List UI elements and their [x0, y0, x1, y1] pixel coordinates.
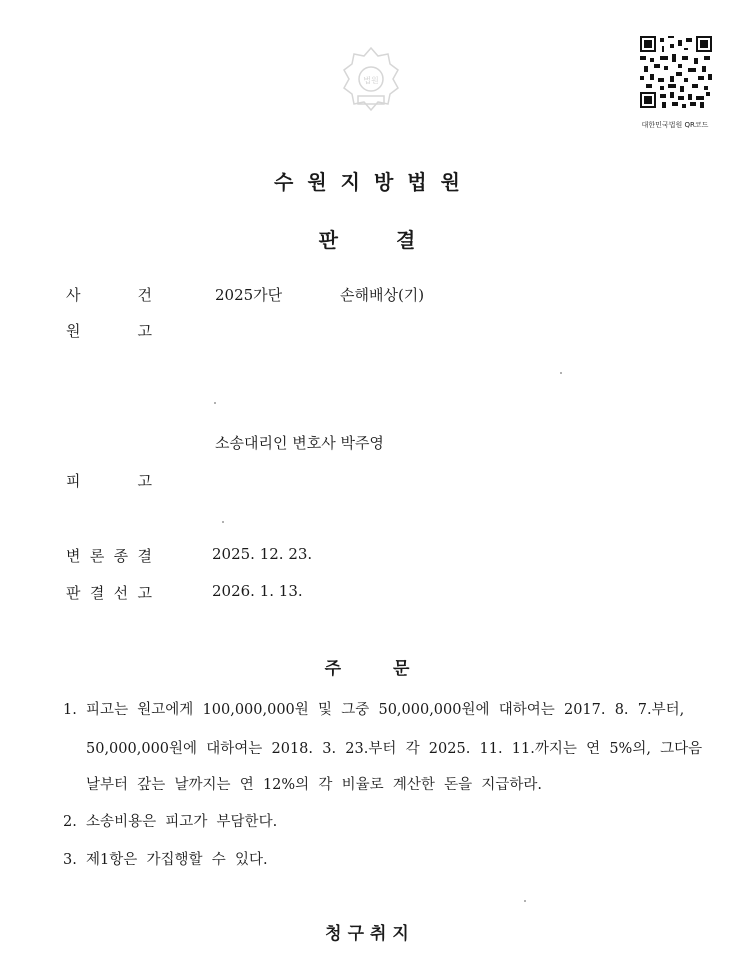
order-item-1-line-3: 날부터 갚는 날까지는 연 12%의 각 비율로 계산한 돈을 지급하라. — [86, 777, 542, 793]
case-number: 2025가단 — [215, 286, 283, 304]
plaintiff-counsel: 소송대리인 변호사 박주영 — [215, 434, 384, 452]
qr-code-icon — [640, 36, 712, 108]
court-seal-icon — [338, 44, 404, 118]
scan-speck — [222, 521, 224, 523]
scan-speck — [560, 372, 562, 374]
scan-speck — [214, 402, 216, 404]
qr-caption: 대한민국법원 QR코드 — [641, 121, 709, 129]
defendant-label: 피 고 — [66, 472, 152, 490]
claim-heading: 청구취지 — [325, 924, 415, 944]
order-item-1-line-2: 50,000,000원에 대하여는 2018. 3. 23.부터 각 2025. 11. 11.까지는 연 5%의, 그다음 — [86, 741, 703, 757]
order-heading: 주문 — [324, 659, 462, 679]
ruling-date: 2026. 1. 13. — [212, 582, 303, 600]
svg-text:법원: 법원 — [363, 76, 379, 85]
order-item-2: 2. 소송비용은 피고가 부담한다. — [63, 814, 278, 830]
ruling-label: 판 결 선 고 — [66, 584, 152, 602]
court-name: 수원지방법원 — [274, 170, 474, 194]
case-label: 사 건 — [66, 286, 152, 304]
case-name: 손해배상(기) — [340, 286, 425, 304]
closing-label: 변 론 종 결 — [66, 547, 152, 565]
plaintiff-label: 원 고 — [66, 322, 152, 340]
closing-date: 2025. 12. 23. — [212, 545, 313, 563]
order-item-1-line-1: 1. 피고는 원고에게 100,000,000원 및 그중 50,000,000원에 대하여는 2017. 8. 7.부터, — [63, 702, 685, 718]
document-type: 판결 — [318, 228, 474, 252]
order-item-3: 3. 제1항은 가집행할 수 있다. — [63, 852, 268, 868]
scan-speck — [524, 900, 526, 902]
